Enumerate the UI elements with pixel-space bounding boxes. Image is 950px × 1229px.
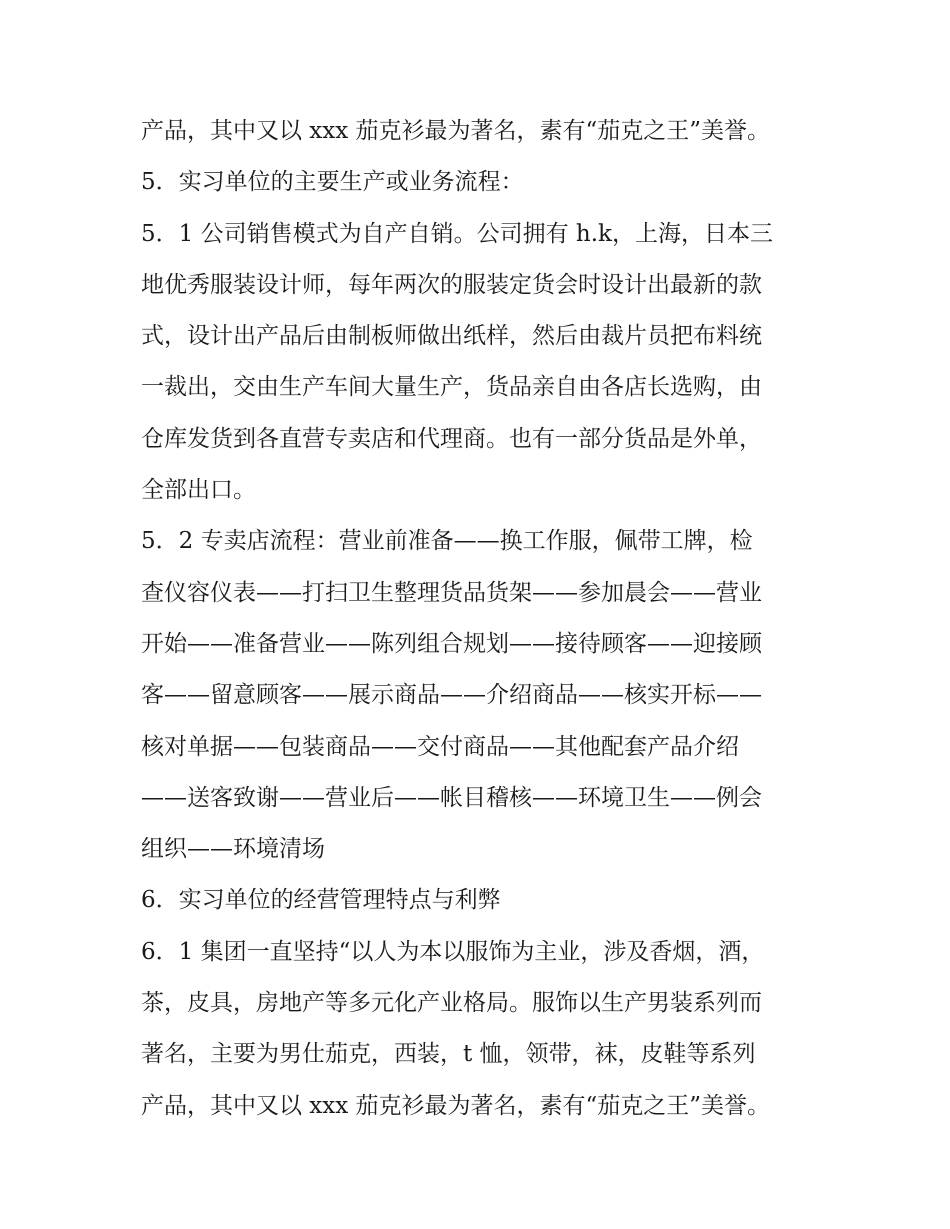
text-line: 仓库发货到各直营专卖店和代理商。也有一部分货品是外单， (141, 425, 762, 452)
text-line: 核对单据——包装商品——交付商品——其他配套产品介绍 (141, 733, 739, 760)
text-line: 地优秀服装设计师，每年两次的服装定货会时设计出最新的款 (141, 271, 762, 298)
text-line: 产品，其中又以 xxx 茄克衫最为著名，素有“茄克之王”美誉。 (141, 1092, 771, 1119)
text-line: 客——留意顾客——展示商品——介绍商品——核实开标—— (141, 682, 762, 709)
text-line: 5．2 专卖店流程：营业前准备——换工作服，佩带工牌，检 (141, 528, 753, 555)
section-heading: 5．实习单位的主要生产或业务流程： (141, 169, 524, 196)
text-line: 著名，主要为男仕茄克，西装，t 恤，领带，袜，皮鞋等系列 (141, 1041, 756, 1068)
text-line: 5．1 公司销售模式为自产自销。公司拥有 h.k，上海，日本三 (141, 220, 773, 247)
text-line: 全部出口。 (141, 477, 256, 504)
text-line: 产品，其中又以 xxx 茄克衫最为著名，素有“茄克之王”美誉。 (141, 118, 771, 144)
text-line: 一裁出，交由生产车间大量生产，货品亲自由各店长选购，由 (141, 374, 762, 401)
text-line: 组织——环境清场 (141, 836, 325, 863)
text-line: 式，设计出产品后由制板师做出纸样，然后由裁片员把布料统 (141, 323, 762, 350)
text-line: 6．1 集团一直坚持“以人为本以服饰为主业，涉及香烟，酒， (141, 938, 765, 965)
text-line: 开始——准备营业——陈列组合规划——接待顾客——迎接顾 (141, 630, 762, 657)
document-body (141, 106, 813, 1132)
text-line: ——送客致谢——营业后——帐目稽核——环境卫生——例会 (141, 784, 762, 811)
section-heading: 6．实习单位的经营管理特点与利弊 (141, 887, 501, 914)
text-line: 茶，皮具，房地产等多元化产业格局。服饰以生产男装系列而 (141, 990, 762, 1017)
text-line: 查仪容仪表——打扫卫生整理货品货架——参加晨会——营业 (141, 579, 762, 606)
